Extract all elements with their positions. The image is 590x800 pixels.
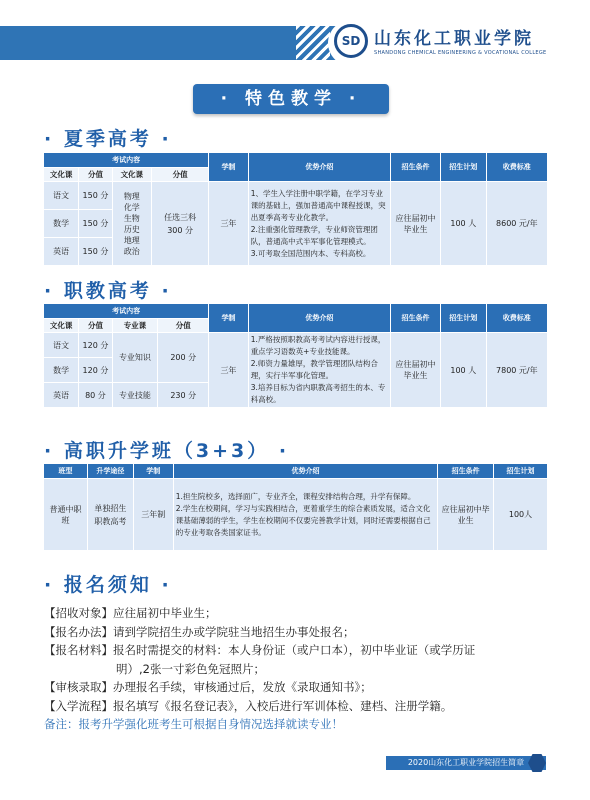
registration-notice (44, 604, 554, 734)
title-dot: · (44, 128, 55, 150)
header-stripe (296, 26, 330, 60)
plan: 100人 (494, 479, 548, 551)
col-requirement: 招生条件 (391, 153, 441, 182)
requirement: 应往届初中毕业生 (391, 333, 441, 408)
col-exam-content: 考试内容 (44, 153, 209, 168)
section-title-summer (44, 124, 172, 151)
title-dot: · (278, 440, 290, 462)
years: 三年 (209, 333, 248, 408)
sub-score: 分值 (158, 319, 209, 333)
notice-text: 应往届初中毕业生； (113, 606, 217, 620)
subject: 数学 (44, 210, 79, 238)
section-title-text: 高职升学班（3+3） (63, 440, 270, 462)
col-plan: 招生计划 (440, 304, 486, 333)
plan: 100 人 (440, 182, 486, 266)
years: 三年制 (133, 479, 173, 551)
col-requirement: 招生条件 (391, 304, 441, 333)
table-header-row (44, 304, 548, 319)
table-header-row (44, 153, 548, 168)
col-years: 学制 (209, 304, 248, 333)
sub-score: 分值 (152, 168, 209, 182)
score: 80 分 (79, 383, 112, 408)
title-dot: · (348, 89, 362, 109)
footer-caption: 2020山东化工职业学院招生简章 (386, 756, 546, 770)
professional-subject: 专业技能 (112, 383, 158, 408)
sub-culture: 文化课 (44, 168, 79, 182)
notice-item: 【招收对象】应往届初中毕业生； (44, 606, 217, 620)
score: 150 分 (79, 182, 112, 210)
fee: 7800 元/年 (486, 333, 547, 408)
notice-item: 【报名材料】报名时需提交的材料：本人身份证（或户口本），初中毕业证（或学历证 (44, 643, 476, 657)
elective-subjects: 物理 化学 生物 历史 地理 政治 (112, 182, 151, 266)
school-name-cn: 山东化工职业学院 (374, 29, 534, 49)
advantages: 1.担生院校多，选择面广，专业齐全，课程安排结构合理，升学有保障。 2.学生在校期间，学习与实践相结合，更着重学生的综合素质发展，适合文化课基础薄弱的学生，学生在校期间不仅要完善教学计划，同时还需要根据自己的专业考取各类国家证书。 (173, 479, 437, 551)
school-name-en: SHANDONG CHEMICAL ENGINEERING & VOCATIONAL COLLEGE (374, 50, 547, 56)
subject: 英语 (44, 383, 79, 408)
subject: 数学 (44, 358, 79, 383)
notice-label: 入学流程 (55, 698, 102, 713)
score: 120 分 (79, 358, 112, 383)
title-dot: · (44, 574, 55, 596)
notice-label: 审核录取 (55, 680, 102, 694)
plan: 100 人 (440, 333, 486, 408)
section-title-text: 职教高考 (63, 280, 152, 302)
professional-score: 230 分 (158, 383, 209, 408)
notice-label: 报名办法 (55, 624, 102, 639)
col-exam-content: 考试内容 (44, 304, 209, 319)
higher-vocational-table (43, 463, 548, 551)
notice-text: 请到学院招生办或学院驻当地招生办事处报名； (113, 624, 355, 639)
col-path: 升学途径 (87, 464, 133, 479)
requirement: 应往届初中毕业生 (438, 479, 494, 551)
col-fee: 收费标准 (486, 153, 547, 182)
col-years: 学制 (209, 153, 248, 182)
score: 150 分 (79, 210, 112, 238)
col-advantages: 优势介绍 (248, 153, 390, 182)
elective-score: 任选三科 300 分 (152, 182, 209, 266)
table-row (44, 182, 548, 210)
notice-item-continued (44, 660, 554, 679)
score: 120 分 (79, 333, 112, 358)
notice-item: 【报名办法】请到学院招生办或学院驻当地招生办事处报名； (44, 624, 355, 639)
notice-label: 报名材料 (55, 643, 102, 657)
col-requirement: 招生条件 (438, 464, 494, 479)
col-advantages: 优势介绍 (173, 464, 437, 479)
class-type: 普通中职班 (44, 479, 88, 551)
notice-remark: 备注：报考升学强化班考生可根据自身情况选择就读专业！ (44, 717, 343, 731)
subject: 语文 (44, 182, 79, 210)
score: 150 分 (79, 238, 112, 266)
summer-exam-table (43, 152, 548, 266)
title-dot: · (44, 280, 55, 302)
col-advantages: 优势介绍 (248, 304, 390, 333)
professional-subject: 专业知识 (112, 333, 158, 383)
page-title (193, 84, 389, 114)
title-dot: · (220, 89, 234, 109)
sub-culture: 文化课 (44, 319, 79, 333)
title-dot: · (161, 280, 172, 302)
col-years: 学制 (133, 464, 173, 479)
school-emblem-icon: SD (334, 24, 368, 58)
section-title-text: 报名须知 (63, 574, 152, 596)
notice-text: 报名时需提交的材料：本人身份证（或户口本），初中毕业证（或学历证 (113, 643, 476, 657)
sub-culture: 文化课 (112, 168, 151, 182)
professional-score: 200 分 (158, 333, 209, 383)
fee: 8600 元/年 (486, 182, 547, 266)
col-plan: 招生计划 (494, 464, 548, 479)
title-dot: · (161, 128, 172, 150)
notice-item: 【入学流程】报名填写《报名登记表》，入校后进行军训体检、建档、注册学籍。 (44, 698, 453, 713)
subject: 英语 (44, 238, 79, 266)
notice-text: 报名填写《报名登记表》，入校后进行军训体检、建档、注册学籍。 (113, 698, 453, 713)
section-title-registration (44, 570, 172, 597)
sub-score: 分值 (79, 168, 112, 182)
notice-text: 办理报名手续，审核通过后，发放《录取通知书》； (113, 680, 372, 694)
notice-text: 明）,2张一寸彩色免冠照片； (116, 661, 265, 676)
col-class-type: 班型 (44, 464, 88, 479)
school-logo (328, 20, 590, 66)
col-plan: 招生计划 (440, 153, 486, 182)
vocational-exam-table (43, 303, 548, 408)
notice-item: 【审核录取】办理报名手续，审核通过后，发放《录取通知书》； (44, 680, 372, 694)
advantages: 1、学生入学注册中职学籍，在学习专业课的基础上，强加普通高中课程授课，突出夏季高考专业化教学。 2.注重强化管理教学，专业师资管理团队，普通高中式半军事化管理模式。 3.可考取全国范围内本、专科高校。 (248, 182, 390, 266)
section-title-text: 夏季高考 (63, 128, 152, 150)
years: 三年 (209, 182, 248, 266)
section-title-higher-vocational (44, 436, 289, 463)
path: 单独招生 职教高考 (87, 479, 133, 551)
table-header-row (44, 464, 548, 479)
title-dot: · (161, 574, 172, 596)
subject: 语文 (44, 333, 79, 358)
sub-score: 分值 (79, 319, 112, 333)
title-dot: · (44, 440, 55, 462)
table-row (44, 479, 548, 551)
notice-label: 招收对象 (55, 606, 102, 620)
requirement: 应往届初中毕业生 (391, 182, 441, 266)
table-row (44, 333, 548, 358)
sub-professional: 专业课 (112, 319, 158, 333)
title-text: 特色教学 (245, 89, 337, 109)
advantages: 1.严格按照职教高考考试内容进行授课，重点学习语数英+专业技能课。 2.师资力量雄厚，教学管理团队结构合理，实行半军事化管理。 3.培养目标为省内职教高考招生的本、专科高校。 (248, 333, 390, 408)
section-title-vocational (44, 276, 172, 303)
col-fee: 收费标准 (486, 304, 547, 333)
